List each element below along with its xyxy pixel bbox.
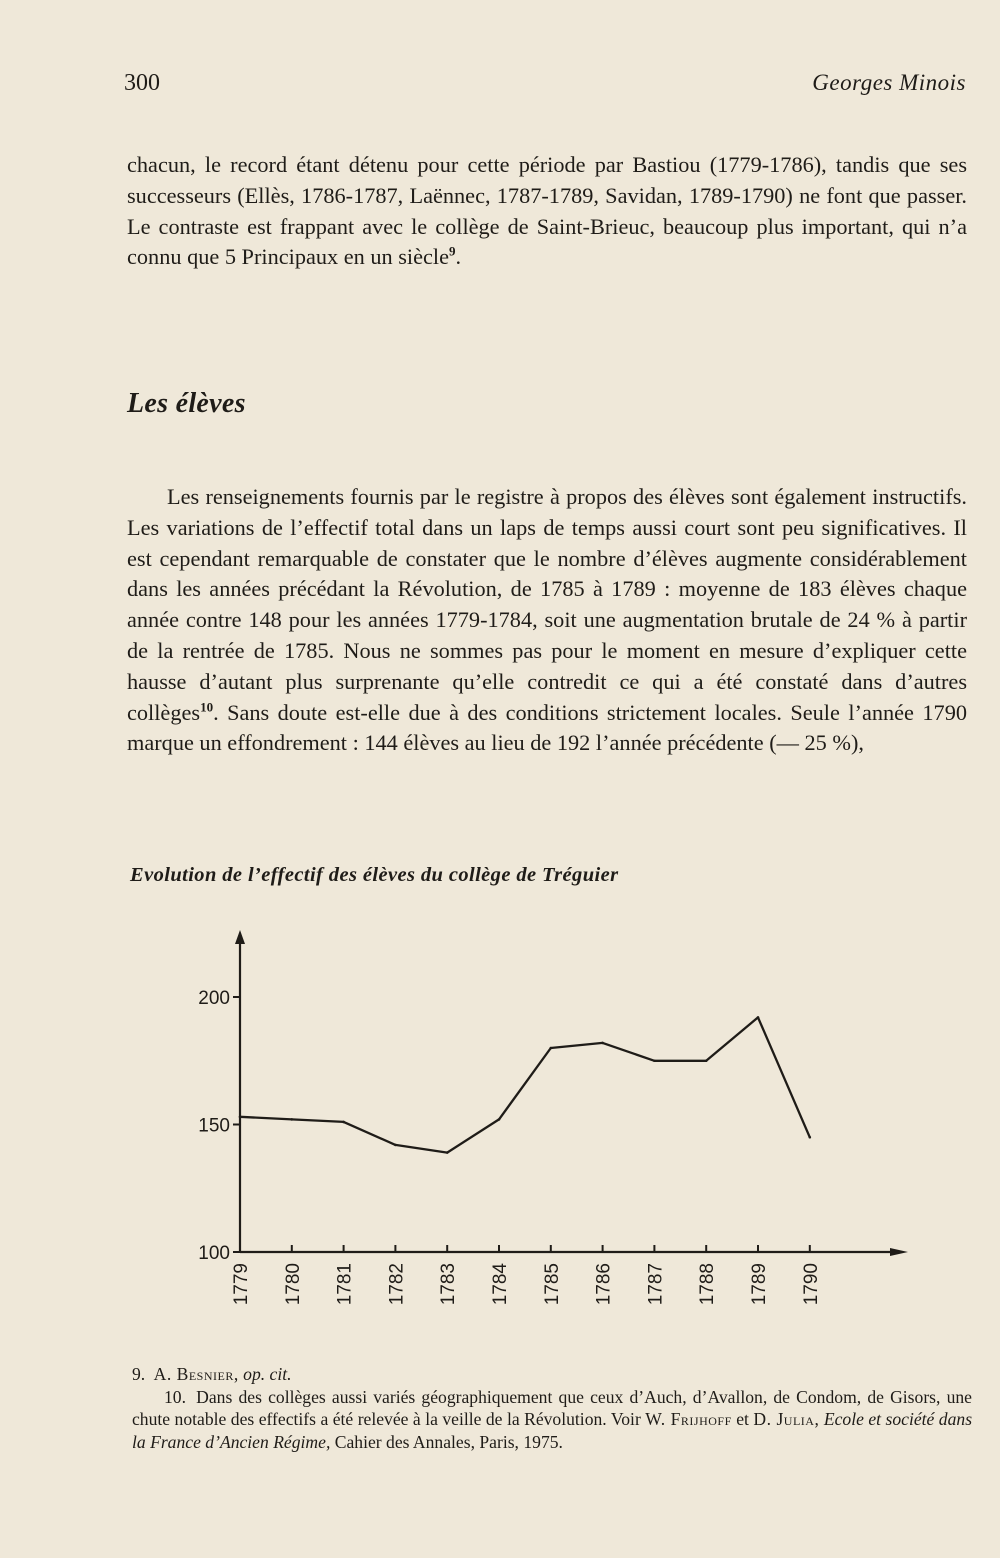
- x-tick-label: 1781: [334, 1263, 356, 1306]
- paragraph-text-b: . Sans doute est-elle due à des conditions strictement locales. Seule l’année 1790 marque un effondrement : 144 élèves au lieu de 192 l’année précédente (— 25 %),: [127, 699, 967, 756]
- running-title: Georges Minois: [812, 70, 966, 95]
- data-point: [705, 1059, 708, 1062]
- data-point: [550, 1047, 553, 1050]
- footnote-ref-text: op. cit.: [243, 1364, 292, 1384]
- x-tick-label: 1787: [645, 1263, 667, 1306]
- x-tick-label: 1786: [593, 1263, 615, 1306]
- page-number: 300: [124, 70, 160, 96]
- running-head: [124, 70, 966, 100]
- footnote-number: 9.: [132, 1364, 146, 1384]
- footnote-book-title: Ecole et société dans la France d’Ancien Régime,: [132, 1409, 973, 1452]
- footnote-9: [132, 1363, 972, 1386]
- paragraph-end: .: [455, 244, 462, 270]
- data-point: [601, 1042, 604, 1045]
- data-point: [446, 1151, 449, 1154]
- x-tick-label: 1782: [386, 1263, 408, 1306]
- data-point: [757, 1016, 760, 1019]
- x-tick-label: 1779: [231, 1263, 252, 1306]
- data-point: [498, 1118, 501, 1121]
- y-axis-arrowhead: [235, 930, 245, 944]
- data-point: [342, 1121, 345, 1124]
- footnote-ref-10[interactable]: 10: [200, 699, 214, 715]
- enrollment-series-line: [240, 1017, 810, 1152]
- x-tick-label: 1790: [800, 1263, 822, 1306]
- data-point: [653, 1059, 656, 1062]
- y-tick-label: 100: [198, 1243, 230, 1264]
- x-tick-label: 1784: [490, 1263, 511, 1306]
- x-tick-label: 1785: [541, 1263, 563, 1306]
- enrollment-line-chart: [0, 900, 1000, 1340]
- footnote-author-2: D. Julia,: [753, 1409, 820, 1429]
- y-tick-label: 200: [198, 988, 230, 1009]
- y-tick-label: 150: [198, 1115, 230, 1137]
- data-point: [809, 1136, 812, 1139]
- data-point: [394, 1144, 397, 1147]
- x-tick-label: 1783: [438, 1263, 460, 1306]
- paragraph-text-a: Les renseignements fournis par le registre à propos des élèves sont également instructifs. Les variations de l’effectif total dans un laps de temps aussi court sont peu significatives. Il est cependant remarquable de constater que le nombre d’élèves augmente considérablement dans les années précédant la Révolution, de 1785 à 1789 : moyenne de 183 élèves chaque année contre 148 pour les années 1779-1784, soit une augmentation brutale de 24 % à partir de la rentrée de 1785. Nous ne sommes pas pour le moment en mesure d’expliquer cette hausse d’autant plus surprenante qu’elle contredit ce qui a été constaté dans d’autres collèges: [127, 484, 967, 725]
- x-tick-label: 1788: [697, 1263, 719, 1306]
- data-point: [239, 1116, 242, 1119]
- paragraph-principals: [127, 150, 967, 273]
- x-axis-arrowhead: [890, 1248, 908, 1256]
- footnote-text-a: Dans des collèges aussi variés géographiquement que ceux d’Auch, d’Avallon, de Condom, de Gisors, une chute notable des effectifs a été relevée à la veille de la Révolution. Voir: [132, 1386, 972, 1429]
- paragraph-students: [127, 482, 967, 759]
- footnotes: [132, 1363, 972, 1453]
- chart-ticks: [198, 988, 822, 1305]
- chart-series: [239, 1016, 811, 1154]
- footnote-ref-9[interactable]: 9: [448, 243, 456, 259]
- footnote-conjunction: et: [736, 1409, 749, 1429]
- footnote-text-b: Cahier des Annales, Paris, 1975.: [334, 1431, 563, 1452]
- data-point: [291, 1118, 294, 1121]
- x-tick-label: 1789: [749, 1263, 770, 1306]
- x-tick-label: 1780: [282, 1263, 304, 1306]
- footnote-number: 10.: [164, 1386, 186, 1407]
- footnote-author: A. Besnier,: [153, 1364, 239, 1384]
- section-heading: Les élèves: [127, 388, 246, 419]
- footnote-author-1: W. Frijhoff: [645, 1409, 732, 1429]
- chart-axes: [235, 930, 908, 1256]
- paragraph-text: chacun, le record étant détenu pour cette période par Bastiou (1779-1786), tandis que ses successeurs (Ellès, 1786-1787, Laënnec, 1787-1789, Savidan, 1789-1790) ne font que passer. Le contraste est frappant avec le collège de Saint-Brieuc, beaucoup plus important, qui n’a connu que 5 Principaux en un siècle: [127, 152, 967, 270]
- chart-title: Evolution de l’effectif des élèves du collège de Tréguier: [130, 864, 619, 886]
- footnote-10: [132, 1386, 972, 1454]
